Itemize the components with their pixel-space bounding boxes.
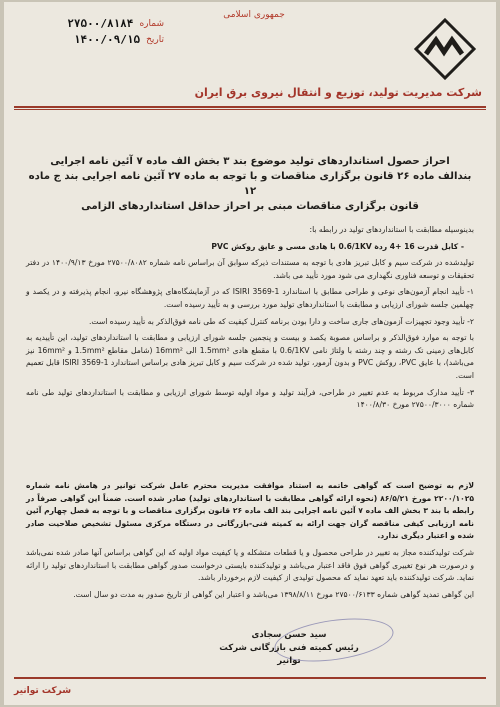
letter-date-label: تاریخ: [146, 35, 164, 45]
body-paragraph-1: تولیدشده در شرکت سیم و کابل تبریز هادی با توجه به مستندات ذیرکه سوابق آن براساس نامه شماره ۲۷۵۰۰/۸۰۸۲ مورخ ۱۴۰۰/۹/۱۳ در دفتر تحقیقات و توسعه فناوری نگهداری می شود مورد تأیید می باشد.: [26, 258, 474, 280]
company-logo-icon: [414, 18, 476, 80]
title-line-3: قانون برگزاری مناقصات مبنی بر احراز حداقل استانداردهای الزامی: [81, 201, 419, 212]
body-paragraph-3: ۲- تأیید وجود تجهیزات آزمون‌های جاری ساخت و دارا بودن برنامه کنترل کیفیت که طی نامه فوق‌الذکر به تأیید رسیده است.: [88, 316, 474, 326]
note-paragraph-1: لازم به توضیح است که گواهی خاتمه به استناد موافقت مدیریت محترم عامل شرکت توانیر در هامش نامه شماره ۲۲۰۰/۱۰۲۵ مورخ ۸۶/۵/۲۱ (نحوه ارائه گواهی مطابقت با استانداردهای تولید) صادر شده است. ضمناً این گواهی صرفاً در رابطه با بند ۳ بخش الف ماده ۷ آئین نامه اجرایی بند الف ماده ۲۶ قانون برگزاری مناقصات و با توجه به فصل چهارم آئین نامه ارزیابی کیفی مناقصه گران جهت ارائه به کمیته فنی-بازرگانی در دستگاه مرکزی مسئول تشخیص صلاحیت صادر شده و اعتبار دیگری ندارد.: [26, 481, 474, 541]
document-page: [4, 2, 496, 705]
signatory-name: سید حسن سجادی: [251, 630, 327, 640]
footer-divider: [14, 677, 486, 679]
product-line: - کابل قدرت 16 +4 ردة 0.6/1KV با هادی مسی و عایق روکش PVC: [211, 241, 464, 251]
letter-number-value: ۲۷۵۰۰/۸۱۸۴: [67, 17, 134, 30]
letter-date-row: [14, 32, 164, 48]
letter-date-value: ۱۴۰۰/۰۹/۱۵: [73, 33, 141, 46]
footer-organization: شرکت توانیر: [14, 686, 72, 696]
document-body: [26, 224, 474, 416]
notes-section: [26, 480, 474, 601]
body-paragraph-4: با توجه به موارد فوق‌الذکر و براساس مصوبة یکصد و بیست و پنجمین جلسه شورای ارزیابی و مطابقت با استانداردهای تولید، این تأییدیه به کابل‌های زمینی تک رشته و چند رشته با ولتاژ نامی 0.6/1KV با مقطع هادی 1.5mm² الی 16mm² (شامل مقاطع 1.5mm² و 16mm² نیز می‌باشد)، با عایق PVC، روکش PVC و بدون آرمور، تولید شده در شرکت سیم و کابل تبریز هادی براساس استاندارد ISIRI 3569-1 قابل تعمیم است.: [26, 333, 474, 380]
letter-number-label: شماره: [139, 19, 164, 29]
letter-meta: [14, 16, 164, 48]
header-divider: [14, 106, 486, 108]
document-title: [26, 154, 474, 214]
intro-line: بدینوسیله مطابقت با استانداردهای تولید در رابطه با:: [309, 225, 474, 234]
signature-block: [214, 629, 364, 668]
signatory-role: رئیس کمیته فنی بازرگانی شرکت توانیر: [219, 643, 359, 666]
note-paragraph-3: این گواهی تمدید گواهی شماره ۲۷۵۰۰/۶۱۳۳ مورخ ۱۳۹۸/۸/۱۱ می‌باشد و اعتبار این گواهی از تاریخ صدور به مدت دو سال است.: [73, 589, 474, 599]
letter-number-row: [14, 16, 164, 32]
title-line-2: بندالف ماده ۲۶ قانون برگزاری مناقصات و با توجه به ماده ۲۷ آئین نامه اجرایی بند ج ماده ۱۲: [28, 171, 472, 197]
body-paragraph-5: ۳- تأیید مدارک مربوط به عدم تغییر در طراحی، فرآیند تولید و مواد اولیه توسط شورای ارزیابی و مطابقت با استانداردهای تولید طی نامه شماره ۲۷۵۰۰/۳۰۰۰ مورخ ۱۴۰۰/۸/۳۰: [26, 387, 474, 410]
body-paragraph-2: ۱- تأیید انجام آزمون‌های نوعی و طراحی مطابق با استاندارد ISIRI 3569-1 که در آزمایشگاه‌های پژوهشگاه نیرو، انجام پذیرفته و در یکصد و چهلمین جلسه شورای ارزیابی و مطابقت با استانداردهای تولید مورد بررسی و به تأیید رسیده است.: [26, 287, 474, 309]
title-line-1: احراز حصول استانداردهای تولید موضوع بند ۳ بخش الف ماده ۷ آئین نامه اجرایی: [50, 156, 450, 167]
classification-label: جمهوری اسلامی: [223, 10, 285, 20]
note-paragraph-2: شرکت تولیدکننده مجاز به تغییر در طراحی محصول و یا قطعات متشکله و یا کیفیت مواد اولیه که این گواهی براساس آنها صادر شده نمی‌باشد و درصورت هر نوع تغییری گواهی فوق فاقد اعتبار می‌باشد و تولیدکننده بایستی درخواست صدور گواهی مطابقت با استانداردهای تولید را ارائه نماید. شرکت تولیدکننده باید تعهد نماید که محصول تولیدی از کیفیت لازم برخوردار باشد.: [26, 547, 474, 583]
organization-name: شرکت مدیریت تولید، توزیع و انتقال نیروی برق ایران: [194, 86, 482, 99]
header-divider-thin: [14, 109, 486, 110]
